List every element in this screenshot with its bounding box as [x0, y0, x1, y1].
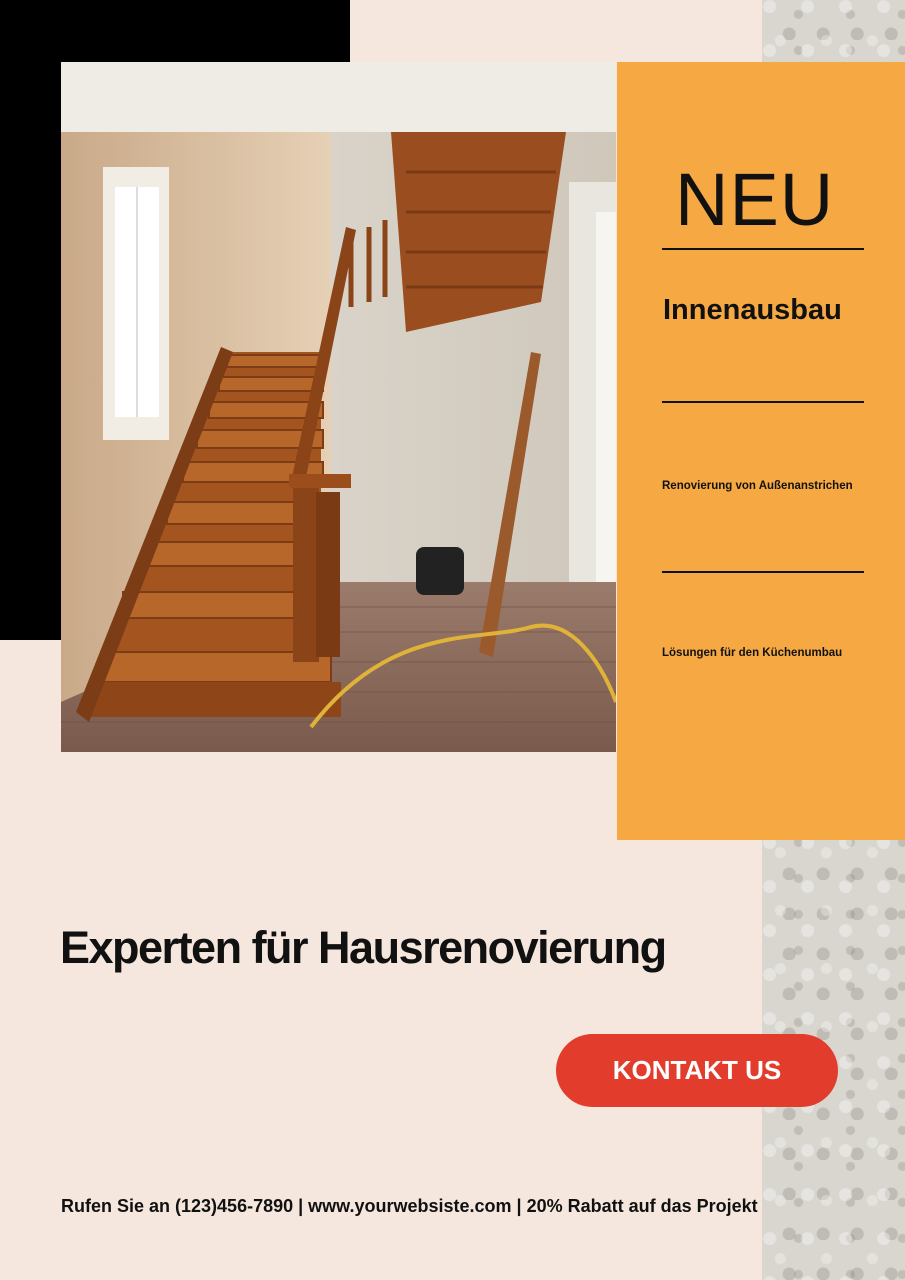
contact-button[interactable]: KONTAKT US — [556, 1034, 838, 1107]
divider-line — [662, 401, 864, 403]
service-item-1: Renovierung von Außenanstrichen — [662, 480, 853, 492]
neu-badge: NEU — [675, 158, 835, 241]
staircase-photo — [61, 62, 616, 752]
divider-line — [662, 248, 864, 250]
service-title: Innenausbau — [663, 294, 842, 326]
footer-contact-line: Rufen Sie an (123)456-7890 | www.yourwebsiste.com | 20% Rabatt auf das Projekt — [61, 1196, 758, 1216]
main-headline: Experten für Hausrenovierung — [60, 922, 666, 973]
service-item-2: Lösungen für den Küchenumbau — [662, 647, 843, 659]
divider-line — [662, 571, 864, 573]
